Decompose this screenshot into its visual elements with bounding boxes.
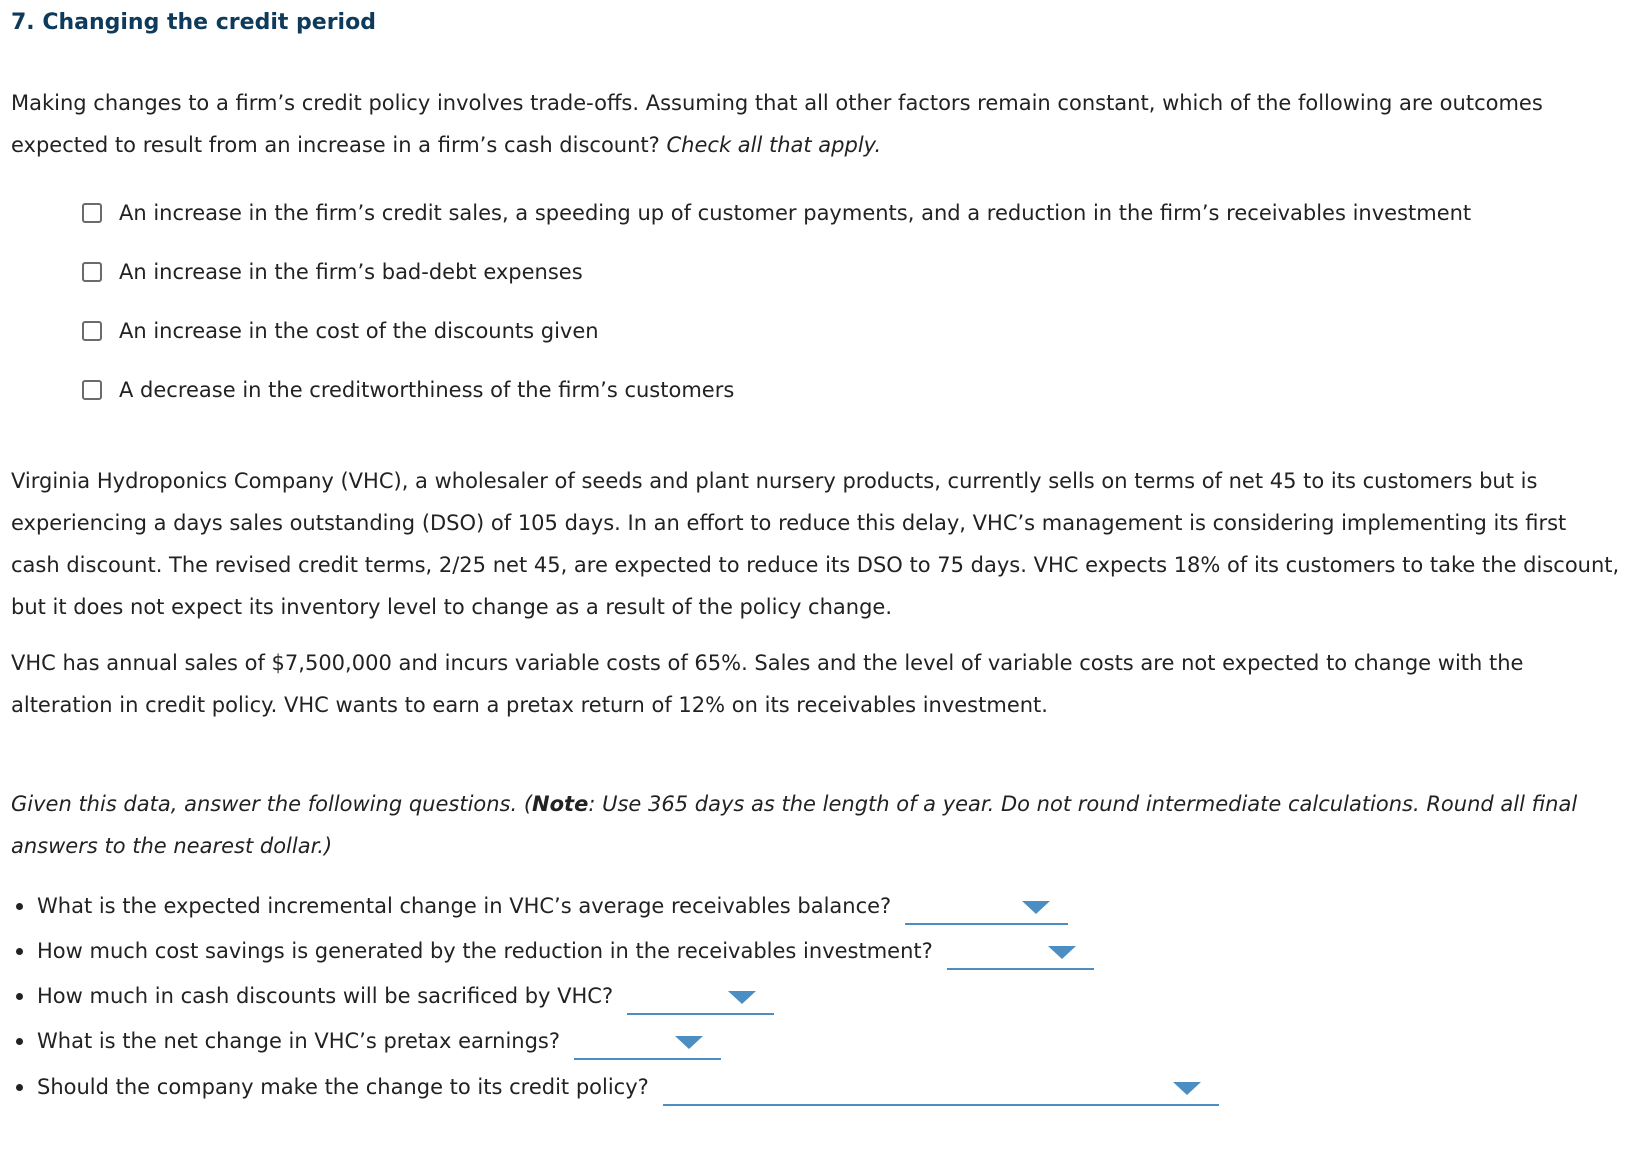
dropdown-arrow-icon xyxy=(675,1036,703,1049)
question-text-3: How much in cash discounts will be sacrificed by VHC? xyxy=(37,984,614,1008)
intro-text: Making changes to a firm’s credit policy involves trade-offs. Assuming that all other factors remain constant, which of the following are outcomes expected to result from an increase in a firm’s cash discount? xyxy=(11,91,1543,157)
intro-instruction: Check all that apply. xyxy=(666,133,882,157)
option-label-2: An increase in the firm’s bad-debt expenses xyxy=(119,260,583,284)
answer-dropdown-5[interactable] xyxy=(663,1076,1219,1106)
bullet xyxy=(16,903,23,910)
question-text-5: Should the company make the change to its credit policy? xyxy=(37,1075,649,1099)
option-row-2[interactable] xyxy=(82,257,583,287)
answer-dropdown-2[interactable] xyxy=(947,940,1094,970)
option-label-3: An increase in the cost of the discounts given xyxy=(119,319,599,343)
scenario-paragraph-1: Virginia Hydroponics Company (VHC), a wholesaler of seeds and plant nursery products, currently sells on terms of net 45 to its customers but is experiencing a days sales outstanding (DSO) of 105 days. In an effort to reduce this delay, VHC’s management is considering implementing its first cash discount. The revised credit terms, 2/25 net 45, are expected to reduce its DSO to 75 days. VHC expects 18% of its customers to take the discount, but it does not expect its inventory level to change as a result of the policy change. xyxy=(11,469,1620,619)
question-row-1 xyxy=(11,888,1068,924)
bullet xyxy=(16,1038,23,1045)
question-title: 7. Changing the credit period xyxy=(11,10,376,35)
question-row-3 xyxy=(11,978,774,1014)
scenario-paragraph-2: VHC has annual sales of $7,500,000 and incurs variable costs of 65%. Sales and the level of variable costs are not expected to change with the alteration in credit policy. VHC wants to earn a pretax return of 12% on its receivables investment. xyxy=(11,651,1524,717)
answer-dropdown-4[interactable] xyxy=(574,1030,721,1060)
dropdown-arrow-icon xyxy=(1048,946,1076,959)
given-rest: : Use 365 days as the length of a year. Do not round intermediate calculations. Round all final answers to the nearest dollar.) xyxy=(11,792,1578,858)
question-row-4 xyxy=(11,1023,721,1059)
checkbox-4[interactable] xyxy=(82,380,102,400)
option-row-3[interactable] xyxy=(82,316,599,346)
dropdown-arrow-icon xyxy=(1022,901,1050,914)
dropdown-arrow-icon xyxy=(728,991,756,1004)
given-lead: Given this data, answer the following questions. ( xyxy=(11,792,533,816)
option-label-4: A decrease in the creditworthiness of the firm’s customers xyxy=(119,378,735,402)
bullet xyxy=(16,993,23,1000)
question-row-2 xyxy=(11,933,1094,969)
bullet xyxy=(16,1084,23,1091)
option-label-1: An increase in the firm’s credit sales, a speeding up of customer payments, and a reduction in the firm’s receivables investment xyxy=(119,201,1472,225)
bullet xyxy=(16,948,23,955)
note-label: Note xyxy=(532,792,589,816)
dropdown-arrow-icon xyxy=(1173,1082,1201,1095)
question-row-5 xyxy=(11,1069,1219,1105)
question-text-1: What is the expected incremental change in VHC’s average receivables balance? xyxy=(37,894,892,918)
checkbox-1[interactable] xyxy=(82,203,102,223)
question-text-4: What is the net change in VHC’s pretax earnings? xyxy=(37,1029,561,1053)
answer-dropdown-3[interactable] xyxy=(627,985,774,1015)
checkbox-3[interactable] xyxy=(82,321,102,341)
given-paragraph xyxy=(11,783,1621,867)
checkbox-2[interactable] xyxy=(82,262,102,282)
answer-dropdown-1[interactable] xyxy=(905,895,1068,925)
question-text-2: How much cost savings is generated by the reduction in the receivables investment? xyxy=(37,939,933,963)
option-row-4[interactable] xyxy=(82,375,734,405)
option-row-1[interactable] xyxy=(82,198,1471,228)
intro-paragraph xyxy=(11,82,1621,166)
